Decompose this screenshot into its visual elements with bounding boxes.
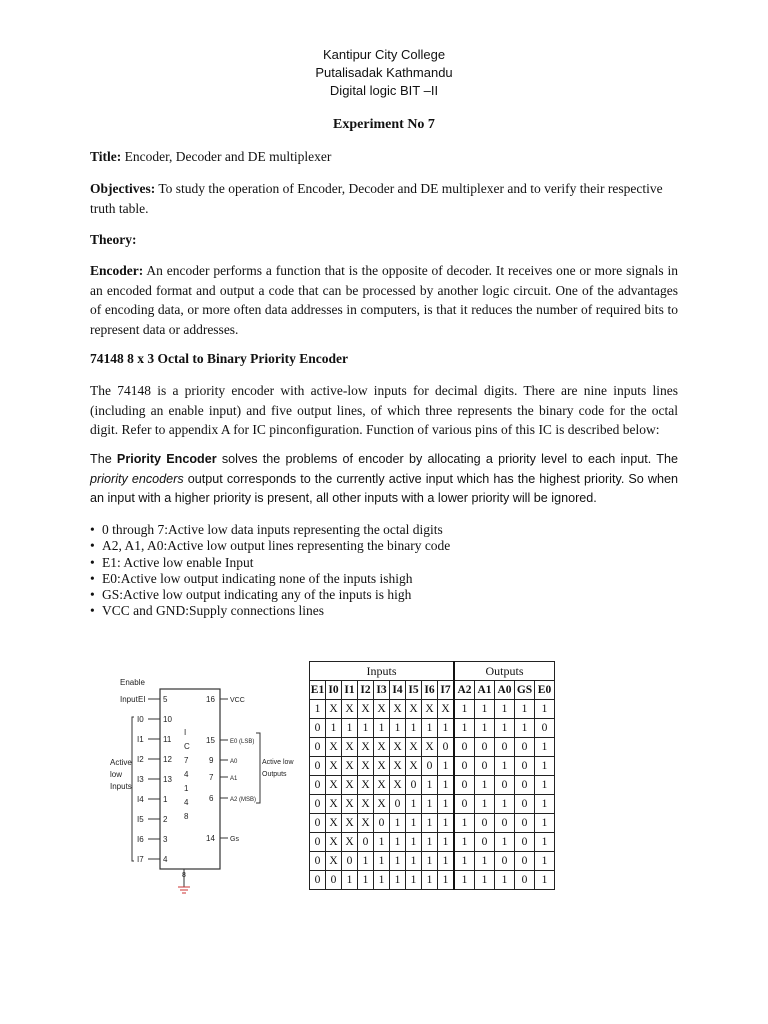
table-cell: 1: [422, 852, 438, 871]
objectives-label: Objectives:: [90, 181, 156, 196]
pin-number: 3: [163, 835, 168, 844]
column-header: E1: [310, 681, 326, 700]
pin-number: 13: [163, 775, 172, 784]
table-cell: X: [374, 757, 390, 776]
table-cell: 1: [422, 795, 438, 814]
table-cell: 1: [475, 719, 495, 738]
table-cell: 1: [515, 700, 535, 719]
pin-number: 10: [163, 715, 172, 724]
table-cell: 0: [515, 871, 535, 890]
table-cell: 1: [406, 719, 422, 738]
column-header: I0: [326, 681, 342, 700]
table-cell: X: [326, 833, 342, 852]
list-item: • GS:Active low output indicating any of the inputs is high: [90, 587, 450, 603]
encoder-paragraph: [90, 261, 678, 339]
pin-function-list: [90, 522, 450, 620]
table-cell: 1: [454, 871, 475, 890]
input-i7-label: I7: [137, 855, 144, 864]
pin-number: 6: [209, 794, 214, 803]
input-i5-label: I5: [137, 815, 144, 824]
table-cell: 0: [310, 738, 326, 757]
table-cell: 1: [390, 833, 406, 852]
table-cell: 1: [374, 719, 390, 738]
outputs-bracket: [256, 733, 260, 803]
table-cell: 0: [515, 833, 535, 852]
table-cell: 1: [454, 852, 475, 871]
table-cell: 1: [422, 833, 438, 852]
table-row: [310, 814, 555, 833]
title-label: Title:: [90, 149, 122, 164]
table-cell: X: [406, 700, 422, 719]
table-cell: 1: [422, 776, 438, 795]
table-cell: 0: [406, 776, 422, 795]
pin-number: 7: [209, 773, 214, 782]
pin-number: 15: [206, 736, 215, 745]
experiment-heading: Experiment No 7: [333, 117, 435, 132]
table-cell: 0: [475, 833, 495, 852]
column-header: A1: [475, 681, 495, 700]
table-row: [310, 852, 555, 871]
table-cell: X: [422, 700, 438, 719]
inputs-label: Inputs: [110, 782, 132, 791]
column-header: I6: [422, 681, 438, 700]
table-cell: X: [342, 833, 358, 852]
table-row: [310, 776, 555, 795]
table-cell: 1: [535, 757, 555, 776]
table-cell: X: [326, 814, 342, 833]
pin-number: 5: [163, 695, 168, 704]
priority-mid: solves the problems of encoder by allocating a priority level to each input. The: [221, 452, 678, 466]
table-cell: 1: [342, 871, 358, 890]
table-cell: 1: [406, 833, 422, 852]
ground-icon: [178, 887, 190, 893]
pin-number: 11: [163, 735, 172, 744]
active-low-label: Active low: [262, 759, 294, 766]
table-cell: 0: [454, 776, 475, 795]
table-cell: 1: [454, 814, 475, 833]
input-i2-label: I2: [137, 755, 144, 764]
table-cell: 0: [495, 814, 515, 833]
table-cell: 0: [358, 833, 374, 852]
table-cell: 1: [374, 833, 390, 852]
a1-label: A1: [230, 776, 238, 782]
title-line: [90, 147, 678, 167]
column-header: A0: [495, 681, 515, 700]
table-cell: 0: [310, 833, 326, 852]
table-cell: 1: [495, 757, 515, 776]
table-cell: X: [326, 852, 342, 871]
pin-number: 9: [209, 756, 214, 765]
table-cell: 1: [535, 700, 555, 719]
ic-char: 7: [184, 756, 189, 765]
table-cell: X: [342, 757, 358, 776]
table-row: [310, 738, 555, 757]
table-header-row: [310, 681, 555, 700]
priority-rest: output corresponds to the currently active input which has the highest priority. So when an input with a higher priority is present, all other inputs with a lower priority will be ignored.: [90, 471, 678, 505]
table-cell: 1: [422, 871, 438, 890]
gnd-pin-number: 8: [182, 872, 186, 879]
column-header: I1: [342, 681, 358, 700]
input-i4-label: I4: [137, 795, 144, 804]
table-cell: X: [342, 700, 358, 719]
priority-italic: priority encoders: [90, 471, 184, 486]
table-cell: 0: [515, 814, 535, 833]
table-row: [310, 700, 555, 719]
table-cell: 1: [535, 814, 555, 833]
theory-heading: Theory:: [90, 232, 137, 247]
college-address: Putalisadak Kathmandu: [315, 65, 453, 80]
column-header: GS: [515, 681, 535, 700]
table-cell: 0: [515, 795, 535, 814]
table-cell: X: [326, 700, 342, 719]
table-body: [310, 700, 555, 890]
table-cell: 1: [535, 776, 555, 795]
outputs-label: Outputs: [262, 771, 287, 778]
input-i3-label: I3: [137, 775, 144, 784]
inputs-bracket: [132, 717, 134, 861]
table-cell: 0: [495, 738, 515, 757]
table-cell: 1: [475, 852, 495, 871]
table-cell: X: [374, 776, 390, 795]
table-cell: 1: [454, 719, 475, 738]
table-cell: 1: [390, 871, 406, 890]
table-cell: 1: [438, 719, 455, 738]
table-row: [310, 757, 555, 776]
table-cell: 1: [515, 719, 535, 738]
table-row: [310, 833, 555, 852]
table-cell: 0: [535, 719, 555, 738]
table-cell: 1: [422, 814, 438, 833]
table-cell: X: [358, 738, 374, 757]
pin-number: 12: [163, 755, 172, 764]
table-row: [310, 719, 555, 738]
table-cell: X: [326, 757, 342, 776]
table-cell: 1: [475, 776, 495, 795]
table-cell: 1: [495, 833, 515, 852]
table-cell: X: [342, 738, 358, 757]
vcc-label: VCC: [230, 697, 245, 704]
objectives-paragraph: [90, 179, 678, 218]
table-cell: 1: [326, 719, 342, 738]
table-cell: 0: [310, 795, 326, 814]
list-item: • A2, A1, A0:Active low output lines representing the binary code: [90, 538, 450, 554]
table-cell: 1: [438, 776, 455, 795]
list-item: • 0 through 7:Active low data inputs representing the octal digits: [90, 522, 450, 538]
a0-label: A0: [230, 759, 238, 765]
column-header: I7: [438, 681, 455, 700]
table-cell: 0: [310, 757, 326, 776]
table-cell: X: [358, 814, 374, 833]
table-cell: 1: [358, 719, 374, 738]
table-cell: 0: [310, 814, 326, 833]
table-row: [310, 795, 555, 814]
table-cell: 1: [475, 871, 495, 890]
table-cell: 1: [390, 852, 406, 871]
ic-char: 8: [184, 812, 189, 821]
priority-encoder-paragraph: [90, 450, 678, 509]
table-cell: 1: [374, 871, 390, 890]
encoder-text: An encoder performs a function that is the opposite of decoder. It receives one or more signals in an encoded format and output a code that can be processed by another logic circuit. One of the advantages of encoding data, or more often data addresses in computers, is that it reduces the number of required bits to represent data or addresses.: [90, 263, 678, 337]
table-cell: 1: [475, 795, 495, 814]
table-cell: 0: [310, 852, 326, 871]
table-cell: X: [422, 738, 438, 757]
table-cell: 1: [454, 833, 475, 852]
priority-the: The: [90, 452, 112, 466]
table-cell: 0: [310, 719, 326, 738]
table-cell: 0: [374, 814, 390, 833]
pin-number: 14: [206, 834, 215, 843]
outputs-group-header: Outputs: [454, 662, 555, 681]
list-item: • E1: Active low enable Input: [90, 555, 450, 571]
table-cell: 0: [495, 852, 515, 871]
table-cell: 1: [406, 871, 422, 890]
table-cell: X: [326, 776, 342, 795]
table-cell: X: [390, 757, 406, 776]
gs-label: Gs: [230, 836, 239, 843]
table-cell: 1: [406, 852, 422, 871]
table-cell: 1: [438, 814, 455, 833]
ic-char: I: [184, 728, 187, 737]
table-cell: 0: [515, 776, 535, 795]
pin-number: 16: [206, 695, 215, 704]
table-cell: 0: [342, 852, 358, 871]
list-item: • VCC and GND:Supply connections lines: [90, 603, 450, 619]
table-cell: 1: [390, 814, 406, 833]
table-cell: 1: [438, 757, 455, 776]
section-heading: 74148 8 x 3 Octal to Binary Priority Encoder: [90, 351, 348, 366]
enable-label: Enable: [120, 678, 145, 687]
table-cell: 0: [454, 795, 475, 814]
ic-char: C: [184, 742, 190, 751]
truth-table: [309, 661, 555, 890]
table-cell: X: [406, 738, 422, 757]
course-name: Digital logic BIT –II: [329, 83, 439, 98]
input-label: Input: [120, 695, 138, 704]
table-cell: 1: [422, 719, 438, 738]
table-cell: 1: [438, 795, 455, 814]
table-cell: 0: [422, 757, 438, 776]
table-cell: X: [358, 700, 374, 719]
table-cell: 1: [358, 852, 374, 871]
e0-label: E0 (LSB): [230, 739, 255, 745]
table-cell: 1: [495, 795, 515, 814]
title-text: Encoder, Decoder and DE multiplexer: [124, 149, 332, 164]
table-cell: 0: [475, 738, 495, 757]
table-cell: 0: [390, 795, 406, 814]
ic-char: 1: [184, 784, 189, 793]
table-cell: 0: [495, 776, 515, 795]
pin-number: 4: [163, 855, 168, 864]
table-cell: 0: [454, 757, 475, 776]
table-cell: X: [358, 757, 374, 776]
table-cell: X: [374, 700, 390, 719]
table-cell: 1: [438, 833, 455, 852]
input-i0-label: I0: [137, 715, 144, 724]
input-i1-label: I1: [137, 735, 144, 744]
table-cell: 0: [438, 738, 455, 757]
table-cell: 0: [515, 738, 535, 757]
priority-bold: Priority Encoder: [116, 452, 217, 466]
table-cell: X: [390, 700, 406, 719]
table-cell: 1: [438, 871, 455, 890]
ei-label: EI: [138, 695, 146, 704]
table-cell: 1: [495, 700, 515, 719]
table-cell: 0: [475, 814, 495, 833]
table-cell: 1: [535, 738, 555, 757]
table-cell: 1: [475, 700, 495, 719]
table-cell: X: [326, 795, 342, 814]
table-cell: 1: [535, 795, 555, 814]
encoder-label: Encoder:: [90, 263, 144, 278]
table-cell: 1: [438, 852, 455, 871]
table-cell: 1: [535, 833, 555, 852]
column-header: I5: [406, 681, 422, 700]
table-cell: 0: [515, 852, 535, 871]
table-cell: 1: [535, 852, 555, 871]
table-cell: X: [326, 738, 342, 757]
ic-char: 4: [184, 798, 189, 807]
pin-number: 1: [163, 795, 168, 804]
ic-description-paragraph: The 74148 is a priority encoder with active-low inputs for decimal digits. There are nine inputs lines (including an enable input) and five output lines, of which three represents the binary code for the octal digit. Refer to appendix A for IC pinconfiguration. Function of various pins of this IC is described below:: [90, 383, 678, 437]
table-cell: X: [358, 795, 374, 814]
a2-label: A2 (MSB): [230, 797, 257, 803]
table-cell: 1: [406, 814, 422, 833]
table-cell: 1: [495, 719, 515, 738]
table-cell: 1: [390, 719, 406, 738]
list-item: • E0:Active low output indicating none of the inputs ishigh: [90, 571, 450, 587]
table-cell: X: [438, 700, 455, 719]
table-cell: 1: [342, 719, 358, 738]
table-cell: 1: [374, 852, 390, 871]
table-cell: 0: [515, 757, 535, 776]
table-cell: 0: [310, 871, 326, 890]
table-cell: X: [390, 738, 406, 757]
table-cell: X: [342, 814, 358, 833]
column-header: I4: [390, 681, 406, 700]
table-cell: 1: [495, 871, 515, 890]
low-label: low: [110, 770, 123, 779]
column-header: A2: [454, 681, 475, 700]
inputs-group-header: Inputs: [310, 662, 455, 681]
active-label: Active: [110, 758, 132, 767]
table-cell: X: [342, 795, 358, 814]
table-cell: 1: [535, 871, 555, 890]
ic-char: 4: [184, 770, 189, 779]
table-cell: 1: [406, 795, 422, 814]
table-cell: X: [342, 776, 358, 795]
table-cell: X: [390, 776, 406, 795]
table-cell: X: [374, 738, 390, 757]
table-cell: 1: [454, 700, 475, 719]
objectives-text: To study the operation of Encoder, Decoder and DE multiplexer and to verify their respective truth table.: [90, 181, 663, 216]
column-header: I2: [358, 681, 374, 700]
table-cell: 0: [326, 871, 342, 890]
input-i6-label: I6: [137, 835, 144, 844]
college-name: Kantipur City College: [322, 47, 446, 62]
table-cell: X: [406, 757, 422, 776]
table-cell: 1: [358, 871, 374, 890]
column-header: E0: [535, 681, 555, 700]
table-cell: X: [374, 795, 390, 814]
pin-number: 2: [163, 815, 168, 824]
column-header: I3: [374, 681, 390, 700]
table-cell: 0: [475, 757, 495, 776]
table-cell: 0: [310, 776, 326, 795]
table-cell: 0: [454, 738, 475, 757]
ic-74148-pin-diagram: [110, 655, 300, 905]
table-row: [310, 871, 555, 890]
table-cell: X: [358, 776, 374, 795]
table-cell: 1: [310, 700, 326, 719]
